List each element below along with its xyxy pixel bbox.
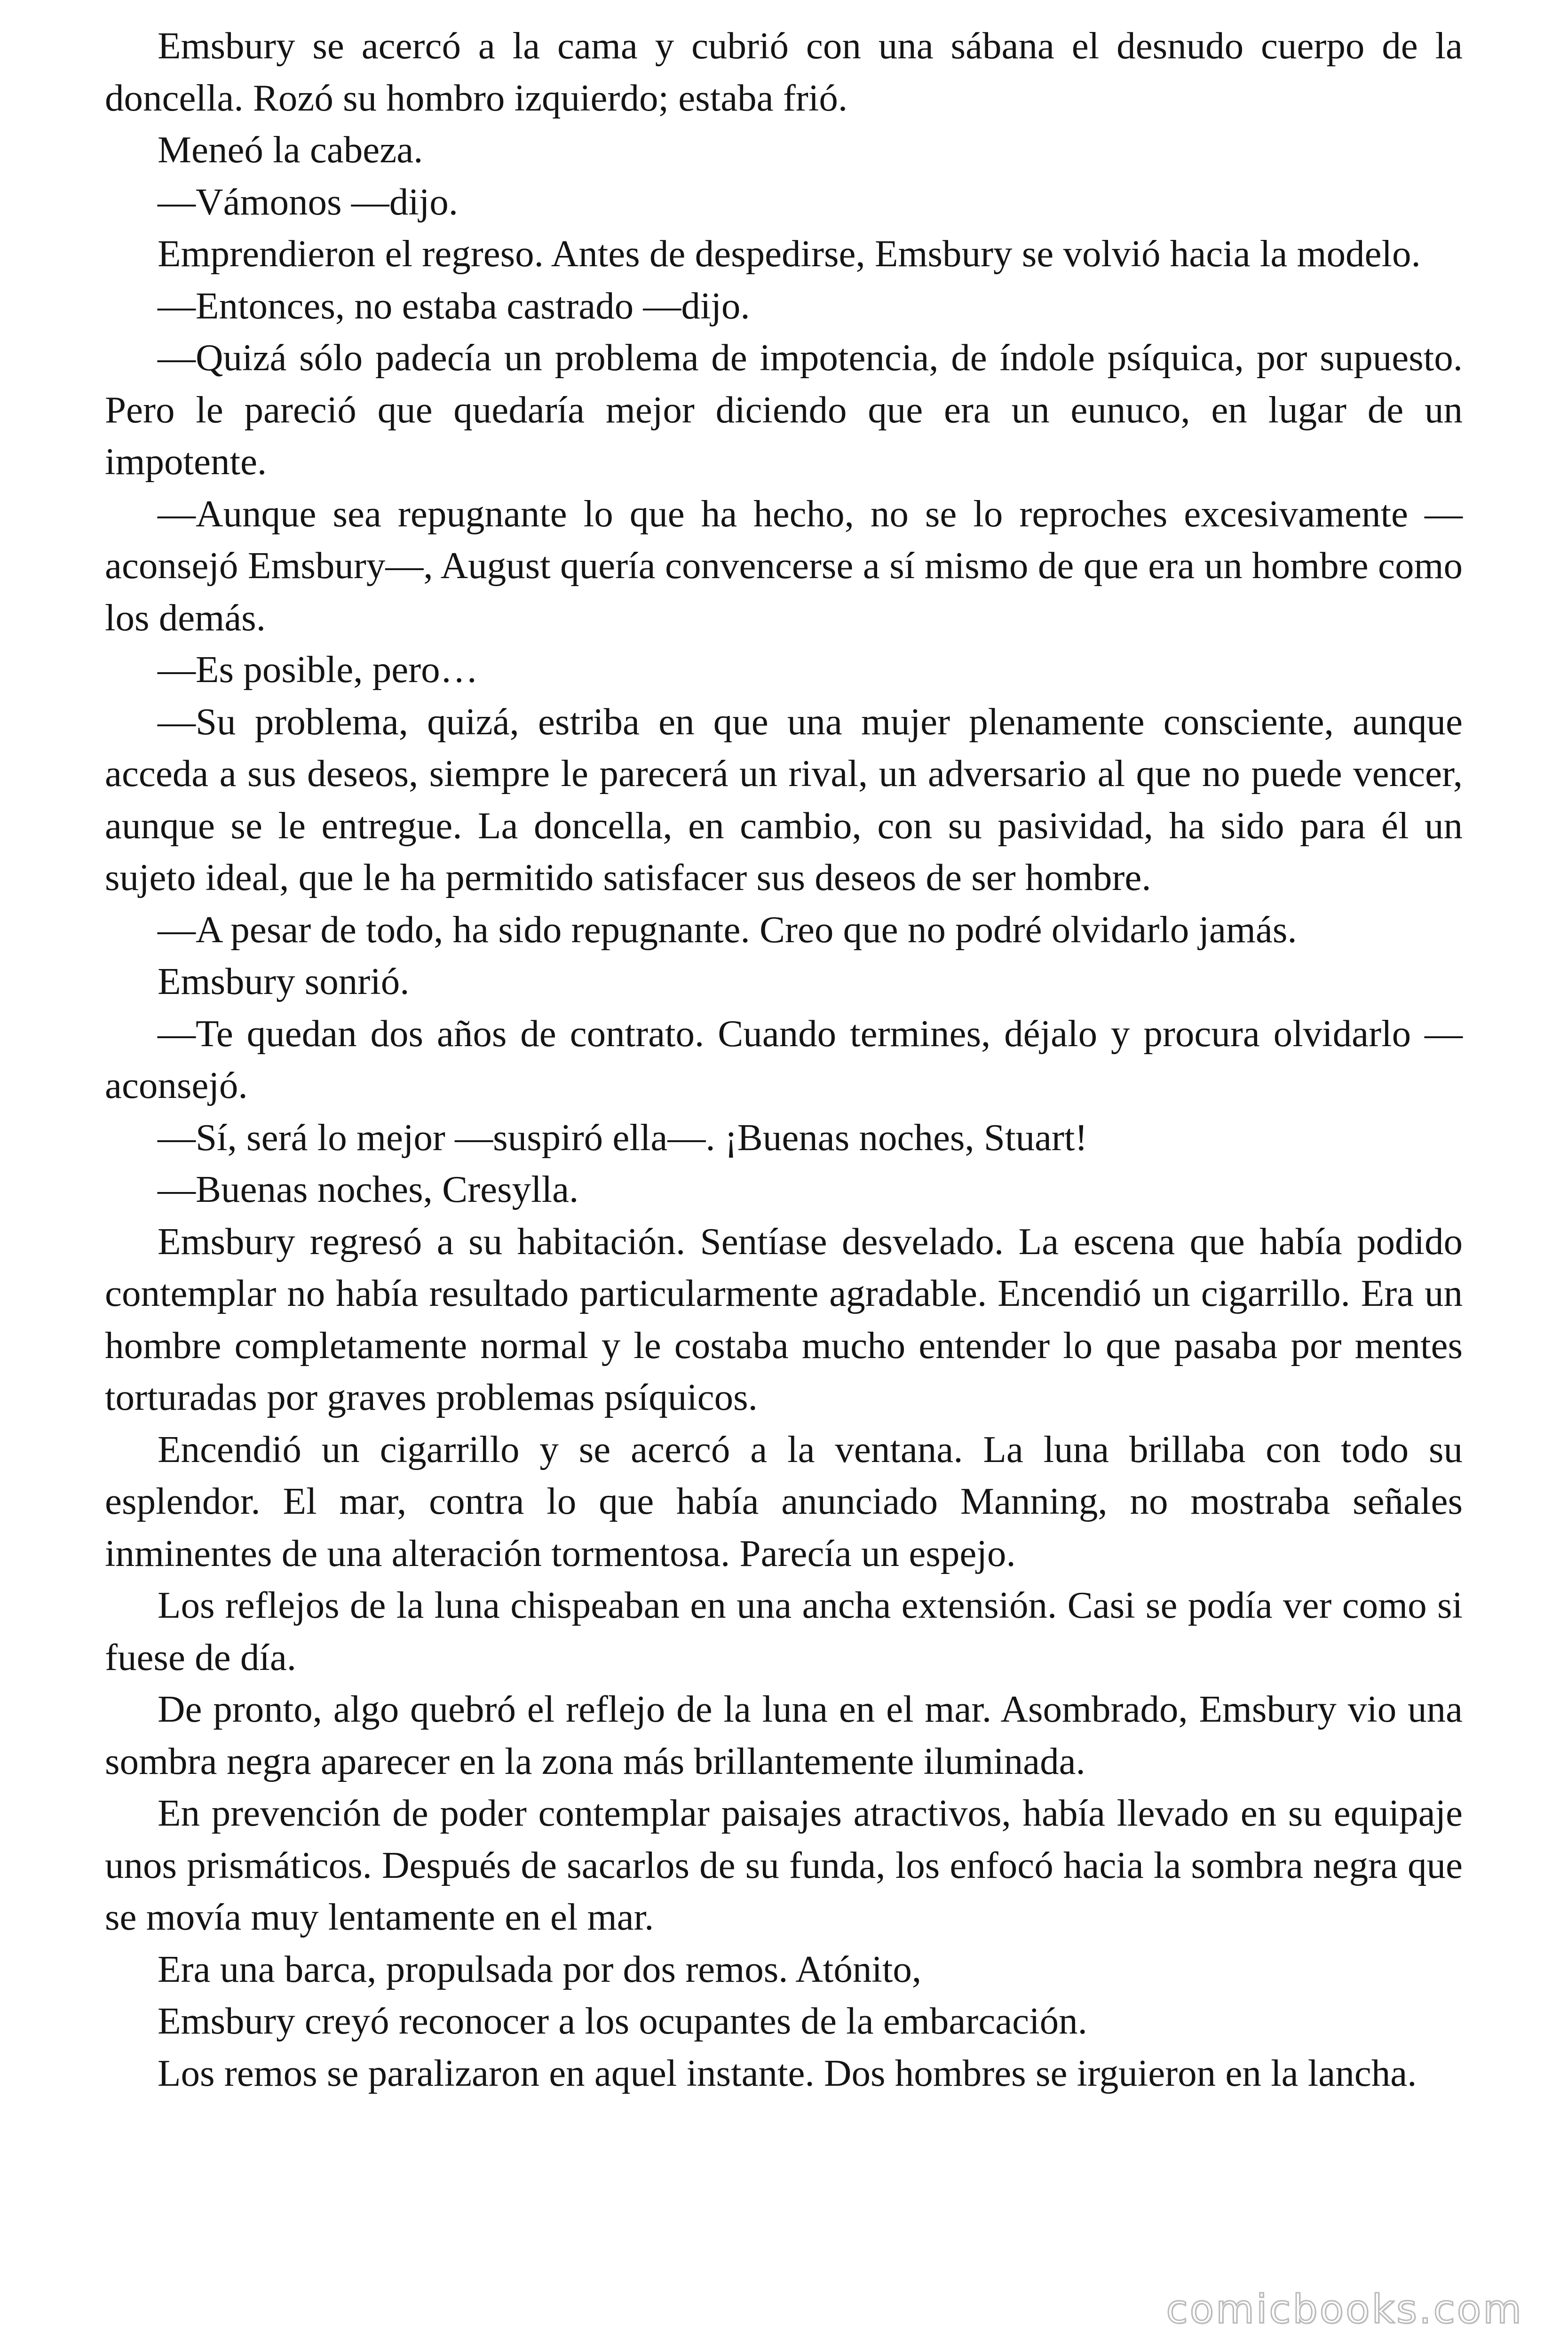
watermark: comicbooks.com xyxy=(1166,2286,1523,2332)
paragraph: Emprendieron el regreso. Antes de despedirse, Emsbury se volvió hacia la modelo. xyxy=(158,232,1421,275)
paragraph: —Buenas noches, Cresylla. xyxy=(158,1168,579,1210)
paragraph: Emsbury creyó reconocer a los ocupantes de la embarcación. xyxy=(158,2000,1087,2042)
paragraph: —Sí, será lo mejor —suspiró ella—. ¡Buenas noches, Stuart! xyxy=(158,1116,1088,1159)
paragraph: —Su problema, quizá, estriba en que una mujer plenamente consciente, aunque acceda a sus deseos, siempre le parecerá un rival, un adversario al que no puede vencer, aunque se le entregue. La doncella, en cambio, con su pasividad, ha sido para él un sujeto ideal, que le ha permitido satisfacer sus deseos de ser hombre. xyxy=(105,700,1463,898)
paragraph: Emsbury regresó a su habitación. Sentíase desvelado. La escena que había podido contemplar no había resultado particularmente agradable. Encendió un cigarrillo. Era un hombre completamente normal y le costaba mucho entender lo que pasaba por mentes torturadas por graves problemas psíquicos. xyxy=(105,1220,1463,1418)
paragraph: —A pesar de todo, ha sido repugnante. Creo que no podré olvidarlo jamás. xyxy=(158,908,1297,951)
paragraph: Meneó la cabeza. xyxy=(158,128,423,171)
paragraph: —Aunque sea repugnante lo que ha hecho, no se lo reproches excesivamente —aconsejó Emsbury—, August quería convencerse a sí mismo de que era un hombre como los demás. xyxy=(105,492,1463,639)
paragraph: Emsbury se acercó a la cama y cubrió con una sábana el desnudo cuerpo de la doncella. Rozó su hombro izquierdo; estaba frió. xyxy=(105,24,1463,119)
paragraph: Los remos se paralizaron en aquel instante. Dos hombres se irguieron en la lancha. xyxy=(158,2051,1417,2094)
paragraph: De pronto, algo quebró el reflejo de la luna en el mar. Asombrado, Emsbury vio una sombra negra aparecer en la zona más brillantemente iluminada. xyxy=(105,1688,1463,1782)
paragraph: —Es posible, pero… xyxy=(158,648,478,691)
book-page-text xyxy=(105,20,1463,2099)
paragraph: —Entonces, no estaba castrado —dijo. xyxy=(158,284,750,327)
paragraph: —Te quedan dos años de contrato. Cuando termines, déjalo y procura olvidarlo —aconsejó. xyxy=(105,1012,1463,1106)
paragraph: —Vámonos —dijo. xyxy=(158,180,458,223)
paragraph: Encendió un cigarrillo y se acercó a la ventana. La luna brillaba con todo su esplendor. El mar, contra lo que había anunciado Manning, no mostraba señales inminentes de una alteración tormentosa. Parecía un espejo. xyxy=(105,1428,1463,1574)
paragraph: Emsbury sonrió. xyxy=(158,960,410,1002)
paragraph: Los reflejos de la luna chispeaban en una ancha extensión. Casi se podía ver como si fuese de día. xyxy=(105,1584,1463,1678)
paragraph: En prevención de poder contemplar paisajes atractivos, había llevado en su equipaje unos prismáticos. Después de sacarlos de su funda, los enfocó hacia la sombra negra que se movía muy lentamente en el mar. xyxy=(105,1792,1463,1938)
paragraph: Era una barca, propulsada por dos remos. Atónito, xyxy=(158,1947,922,1990)
paragraph: —Quizá sólo padecía un problema de impotencia, de índole psíquica, por supuesto. Pero le pareció que quedaría mejor diciendo que era un eunuco, en lugar de un impotente. xyxy=(105,336,1463,483)
